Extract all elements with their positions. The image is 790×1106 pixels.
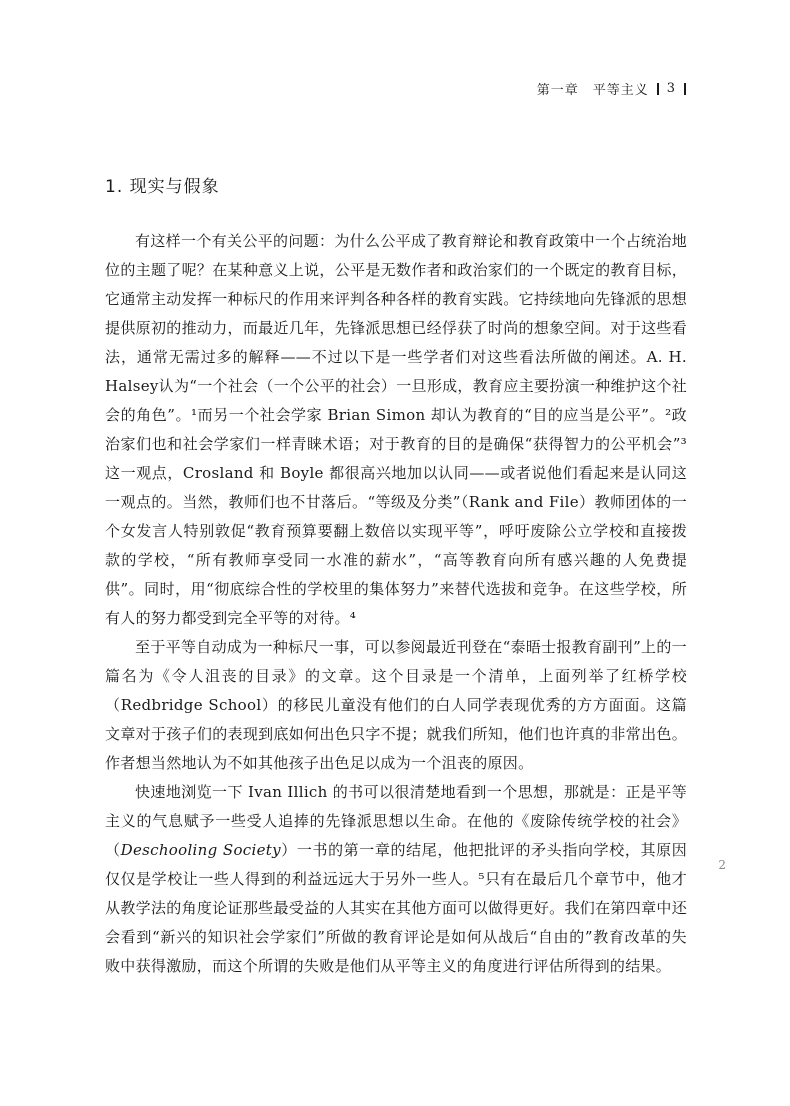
book-title-italic: Deschooling Society bbox=[120, 841, 281, 859]
chapter-label: 第一章 bbox=[536, 83, 579, 98]
header-divider bbox=[657, 83, 659, 95]
body-text bbox=[105, 227, 687, 981]
section-title: 1. 现实与假象 bbox=[105, 177, 220, 197]
header-divider bbox=[684, 83, 686, 95]
paragraph: 有这样一个有关公平的问题：为什么公平成了教育辩论和教育政策中一个占统治地位的主题了呢？在某种意义上说，公平是无数作者和政治家们的一个既定的教育目标，它通常主动发挥一种标尺的作用来评判各种各样的教育实践。它持续地向先锋派的思想提供原初的推动力，而最近几年，先锋派思想已经俘获了时尚的想象空间。对于这些看法，通常无需过多的解释——不过以下是一些学者们对这些看法所做的阐述。A. H. Halsey认为“一个社会（一个公平的社会）一旦形成，教育应主要扮演一种维护这个社会的角色”。¹而另一个社会学家 Brian Simon 却认为教育的“目的应当是公平”。²政治家们也和社会学家们一样青睐术语；对于教育的目的是确保“获得智力的公平机会”³这一观点，Crosland 和 Boyle 都很高兴地加以认同——或者说他们看起来是认同这一观点的。当然，教师们也不甘落后。“等级及分类”（Rank and File）教师团体的一个女发言人特别敦促“教育预算要翻上数倍以实现平等”，呼吁废除公立学校和直接拨款的学校，“所有教师享受同一水准的薪水”，“高等教育向所有感兴趣的人免费提供”。同时，用“彻底综合性的学校里的集体努力”来替代选拔和竞争。在这些学校，所有人的努力都受到完全平等的对待。⁴ bbox=[105, 232, 687, 627]
running-header bbox=[537, 79, 686, 98]
page-number: 3 bbox=[666, 81, 676, 96]
margin-page-number: 2 bbox=[718, 858, 726, 872]
paragraph-text: 快速地浏览一下 Ivan Illich 的书可以很清楚地看到一个思想，那就是：正是平等主义的气息赋予一些受人追捧的先锋派思想以生命。在他的《废除传统学校的社会》（ bbox=[105, 783, 687, 859]
paragraph-text: ）一书的第一章的结尾，他把批评的矛头指向学校，其原因仅仅是学校让一些人得到的利益远远大于另外一些人。⁵只有在最后几个章节中，他才从教学法的角度论证那些最受益的人其实在其他方面可以做得更好。我们在第四章中还会看到“新兴的知识社会学家们”所做的教育评论是如何从战后“自由的”教育改革的失败中获得激励，而这个所谓的失败是他们从平等主义的角度进行评估所得到的结果。 bbox=[105, 841, 687, 975]
paragraph: 至于平等自动成为一种标尺一事，可以参阅最近刊登在“泰晤士报教育副刊”上的一篇名为《令人沮丧的目录》的文章。这个目录是一个清单，上面列举了红桥学校（Redbridge School）的移民儿童没有他们的白人同学表现优秀的方方面面。这篇文章对于孩子们的表现到底如何出色只字不提；就我们所知，他们也许真的非常出色。作者想当然地认为不如其他孩子出色足以成为一个沮丧的原因。 bbox=[105, 638, 687, 772]
paragraph bbox=[105, 778, 687, 981]
chapter-title: 平等主义 bbox=[592, 83, 649, 98]
